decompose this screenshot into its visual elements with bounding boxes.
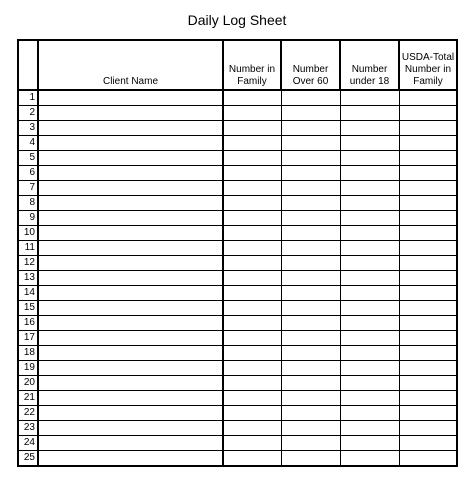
row-number: 18: [18, 346, 38, 361]
number-in-family-cell[interactable]: [223, 211, 281, 226]
row-number: 7: [18, 181, 38, 196]
client-name-cell[interactable]: [38, 121, 223, 136]
table-row: [18, 136, 457, 151]
usda-total-cell[interactable]: [399, 406, 457, 421]
number-under-18-cell[interactable]: [340, 391, 399, 406]
number-in-family-cell[interactable]: [223, 181, 281, 196]
table-row: [18, 376, 457, 391]
table-row: [18, 121, 457, 136]
row-number: 22: [18, 406, 38, 421]
row-number: 4: [18, 136, 38, 151]
number-over-60-cell[interactable]: [281, 136, 340, 151]
usda-total-cell[interactable]: [399, 181, 457, 196]
client-name-cell[interactable]: [38, 361, 223, 376]
client-name-cell[interactable]: [38, 406, 223, 421]
number-over-60-cell[interactable]: [281, 181, 340, 196]
client-name-cell[interactable]: [38, 331, 223, 346]
row-number: 20: [18, 376, 38, 391]
number-over-60-cell[interactable]: [281, 421, 340, 436]
table-row: [18, 301, 457, 316]
row-number: 12: [18, 256, 38, 271]
number-over-60-cell[interactable]: [281, 436, 340, 451]
table-row: [18, 421, 457, 436]
number-over-60-cell[interactable]: [281, 90, 340, 106]
number-in-family-cell[interactable]: [223, 361, 281, 376]
usda-total-cell[interactable]: [399, 211, 457, 226]
usda-total-cell[interactable]: [399, 346, 457, 361]
row-number: 1: [18, 90, 38, 106]
number-under-18-cell[interactable]: [340, 346, 399, 361]
table-row: [18, 436, 457, 451]
number-over-60-cell[interactable]: [281, 271, 340, 286]
number-in-family-cell[interactable]: [223, 391, 281, 406]
number-under-18-cell[interactable]: [340, 331, 399, 346]
row-number: 17: [18, 331, 38, 346]
table-row: [18, 106, 457, 121]
client-name-cell[interactable]: [38, 90, 223, 106]
number-over-60-cell[interactable]: [281, 301, 340, 316]
client-name-cell[interactable]: [38, 346, 223, 361]
number-over-60-cell[interactable]: [281, 151, 340, 166]
row-number: 3: [18, 121, 38, 136]
number-over-60-cell[interactable]: [281, 361, 340, 376]
number-over-60-cell[interactable]: [281, 286, 340, 301]
number-under-18-cell[interactable]: [340, 90, 399, 106]
column-header-usda-total: USDA-Total Number in Family: [399, 40, 457, 90]
usda-total-cell[interactable]: [399, 451, 457, 467]
usda-total-cell[interactable]: [399, 301, 457, 316]
table-row: [18, 451, 457, 467]
client-name-cell[interactable]: [38, 256, 223, 271]
usda-total-cell[interactable]: [399, 106, 457, 121]
number-in-family-cell[interactable]: [223, 376, 281, 391]
row-number: 5: [18, 151, 38, 166]
number-over-60-cell[interactable]: [281, 406, 340, 421]
number-in-family-cell[interactable]: [223, 286, 281, 301]
number-under-18-cell[interactable]: [340, 451, 399, 467]
row-number: 14: [18, 286, 38, 301]
number-in-family-cell[interactable]: [223, 316, 281, 331]
number-under-18-cell[interactable]: [340, 256, 399, 271]
number-over-60-cell[interactable]: [281, 331, 340, 346]
number-over-60-cell[interactable]: [281, 226, 340, 241]
usda-total-cell[interactable]: [399, 286, 457, 301]
number-under-18-cell[interactable]: [340, 211, 399, 226]
log-table-body: [18, 90, 457, 466]
row-number: 9: [18, 211, 38, 226]
number-under-18-cell[interactable]: [340, 301, 399, 316]
number-under-18-cell[interactable]: [340, 241, 399, 256]
row-number: 6: [18, 166, 38, 181]
usda-total-cell[interactable]: [399, 436, 457, 451]
table-row: [18, 181, 457, 196]
number-over-60-cell[interactable]: [281, 316, 340, 331]
table-row: [18, 406, 457, 421]
usda-total-cell[interactable]: [399, 421, 457, 436]
row-number: 11: [18, 241, 38, 256]
client-name-cell[interactable]: [38, 151, 223, 166]
row-number: 24: [18, 436, 38, 451]
number-over-60-cell[interactable]: [281, 256, 340, 271]
number-under-18-cell[interactable]: [340, 286, 399, 301]
usda-total-cell[interactable]: [399, 196, 457, 211]
number-in-family-cell[interactable]: [223, 301, 281, 316]
number-under-18-cell[interactable]: [340, 376, 399, 391]
number-over-60-cell[interactable]: [281, 241, 340, 256]
number-in-family-cell[interactable]: [223, 166, 281, 181]
row-number: 2: [18, 106, 38, 121]
number-in-family-cell[interactable]: [223, 90, 281, 106]
number-under-18-cell[interactable]: [340, 226, 399, 241]
client-name-cell[interactable]: [38, 181, 223, 196]
row-number: 25: [18, 451, 38, 467]
table-row: [18, 316, 457, 331]
table-row: [18, 226, 457, 241]
client-name-cell[interactable]: [38, 451, 223, 467]
client-name-cell[interactable]: [38, 241, 223, 256]
usda-total-cell[interactable]: [399, 271, 457, 286]
number-over-60-cell[interactable]: [281, 211, 340, 226]
number-over-60-cell[interactable]: [281, 196, 340, 211]
usda-total-cell[interactable]: [399, 226, 457, 241]
number-in-family-cell[interactable]: [223, 196, 281, 211]
table-row: [18, 286, 457, 301]
page-title: Daily Log Sheet: [187, 12, 287, 28]
usda-total-cell[interactable]: [399, 256, 457, 271]
header-row: [18, 40, 457, 90]
number-under-18-cell[interactable]: [340, 361, 399, 376]
number-over-60-cell[interactable]: [281, 391, 340, 406]
table-row: [18, 256, 457, 271]
number-under-18-cell[interactable]: [340, 406, 399, 421]
client-name-cell[interactable]: [38, 301, 223, 316]
table-row: [18, 166, 457, 181]
table-row: [18, 331, 457, 346]
number-under-18-cell[interactable]: [340, 436, 399, 451]
number-under-18-cell[interactable]: [340, 196, 399, 211]
number-under-18-cell[interactable]: [340, 151, 399, 166]
row-number: 21: [18, 391, 38, 406]
usda-total-cell[interactable]: [399, 136, 457, 151]
table-row: [18, 196, 457, 211]
number-over-60-cell[interactable]: [281, 451, 340, 467]
number-in-family-cell[interactable]: [223, 346, 281, 361]
usda-total-cell[interactable]: [399, 90, 457, 106]
client-name-cell[interactable]: [38, 196, 223, 211]
client-name-cell[interactable]: [38, 316, 223, 331]
table-row: [18, 391, 457, 406]
client-name-cell[interactable]: [38, 226, 223, 241]
client-name-cell[interactable]: [38, 271, 223, 286]
client-name-cell[interactable]: [38, 421, 223, 436]
table-row: [18, 271, 457, 286]
table-row: [18, 211, 457, 226]
client-name-cell[interactable]: [38, 136, 223, 151]
table-row: [18, 361, 457, 376]
client-name-cell[interactable]: [38, 391, 223, 406]
usda-total-cell[interactable]: [399, 331, 457, 346]
number-in-family-cell[interactable]: [223, 421, 281, 436]
number-under-18-cell[interactable]: [340, 136, 399, 151]
number-in-family-cell[interactable]: [223, 451, 281, 467]
number-over-60-cell[interactable]: [281, 346, 340, 361]
log-table: [17, 39, 458, 467]
number-over-60-cell[interactable]: [281, 166, 340, 181]
client-name-cell[interactable]: [38, 211, 223, 226]
column-header-number-over-60: Number Over 60: [281, 40, 340, 90]
number-in-family-cell[interactable]: [223, 331, 281, 346]
usda-total-cell[interactable]: [399, 316, 457, 331]
column-header-number-in-family: Number in Family: [223, 40, 281, 90]
number-under-18-cell[interactable]: [340, 181, 399, 196]
usda-total-cell[interactable]: [399, 151, 457, 166]
row-number: 15: [18, 301, 38, 316]
table-row: [18, 90, 457, 106]
number-under-18-cell[interactable]: [340, 271, 399, 286]
number-under-18-cell[interactable]: [340, 316, 399, 331]
number-in-family-cell[interactable]: [223, 151, 281, 166]
number-in-family-cell[interactable]: [223, 271, 281, 286]
number-over-60-cell[interactable]: [281, 376, 340, 391]
usda-total-cell[interactable]: [399, 166, 457, 181]
number-in-family-cell[interactable]: [223, 136, 281, 151]
table-row: [18, 346, 457, 361]
row-number: 10: [18, 226, 38, 241]
number-in-family-cell[interactable]: [223, 406, 281, 421]
client-name-cell[interactable]: [38, 106, 223, 121]
row-number: 19: [18, 361, 38, 376]
column-header-number-under-18: Number under 18: [340, 40, 399, 90]
number-in-family-cell[interactable]: [223, 436, 281, 451]
number-under-18-cell[interactable]: [340, 106, 399, 121]
table-row: [18, 241, 457, 256]
client-name-cell[interactable]: [38, 436, 223, 451]
row-number: 13: [18, 271, 38, 286]
usda-total-cell[interactable]: [399, 391, 457, 406]
number-in-family-cell[interactable]: [223, 121, 281, 136]
column-header-row-number: [18, 40, 38, 90]
number-in-family-cell[interactable]: [223, 226, 281, 241]
number-over-60-cell[interactable]: [281, 121, 340, 136]
number-in-family-cell[interactable]: [223, 106, 281, 121]
number-in-family-cell[interactable]: [223, 241, 281, 256]
number-under-18-cell[interactable]: [340, 166, 399, 181]
client-name-cell[interactable]: [38, 286, 223, 301]
number-under-18-cell[interactable]: [340, 421, 399, 436]
number-under-18-cell[interactable]: [340, 121, 399, 136]
client-name-cell[interactable]: [38, 166, 223, 181]
usda-total-cell[interactable]: [399, 361, 457, 376]
usda-total-cell[interactable]: [399, 241, 457, 256]
row-number: 23: [18, 421, 38, 436]
column-header-client-name: Client Name: [38, 40, 223, 90]
row-number: 8: [18, 196, 38, 211]
row-number: 16: [18, 316, 38, 331]
usda-total-cell[interactable]: [399, 121, 457, 136]
table-row: [18, 151, 457, 166]
number-over-60-cell[interactable]: [281, 106, 340, 121]
usda-total-cell[interactable]: [399, 376, 457, 391]
client-name-cell[interactable]: [38, 376, 223, 391]
number-in-family-cell[interactable]: [223, 256, 281, 271]
